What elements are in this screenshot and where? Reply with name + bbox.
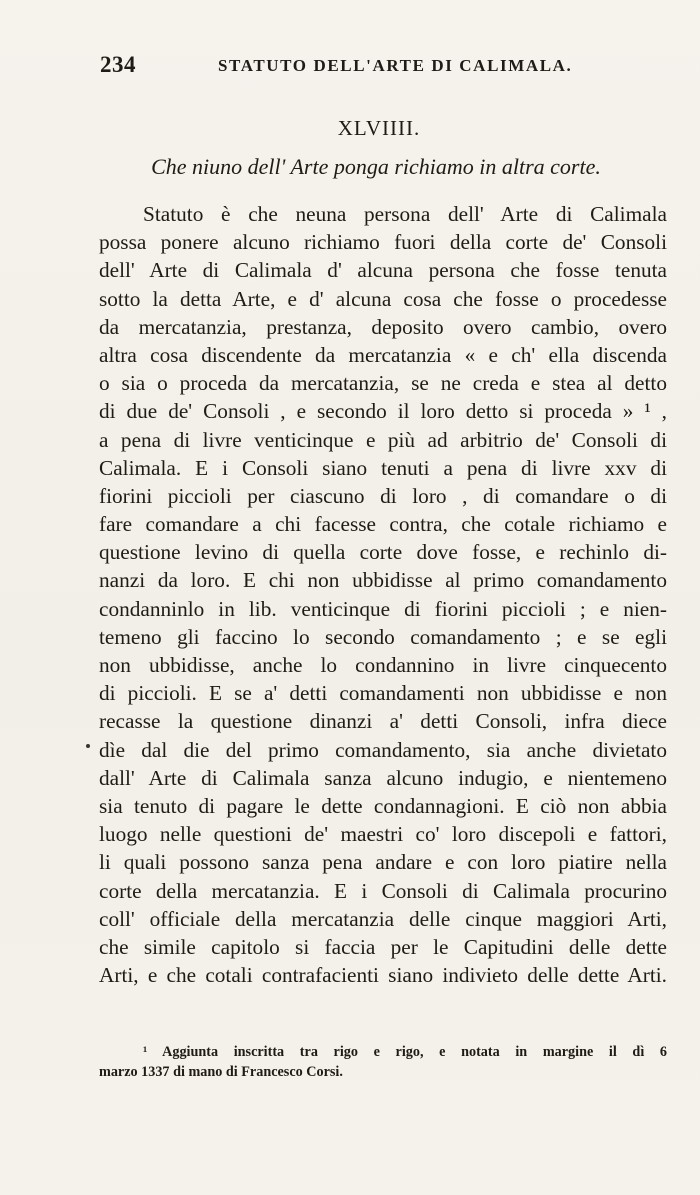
- text-line: dall' Arte di Calimala sanza alcuno indugio, e nientemeno: [99, 765, 667, 790]
- text-line: temeno gli faccino lo secondo comandamento ; e se egli: [99, 624, 667, 649]
- text-line: di piccioli. E se a' detti comandamenti non ubbidisse e non: [99, 681, 667, 706]
- page-number: 234: [100, 52, 136, 77]
- footnote-line: marzo 1337 di mano di Francesco Corsi.: [99, 1064, 343, 1080]
- text-line: corte della mercatanzia. E i Consoli di Calimala procurino: [99, 878, 667, 903]
- footnote: [99, 1042, 667, 1082]
- footnote-line: ¹ Aggiunta inscritta tra rigo e rigo, e notata in margine il dì 6: [143, 1044, 667, 1060]
- text-line: dìe dal die del primo comandamento, sia anche divietato: [99, 737, 667, 762]
- text-line: di due de' Consoli , e secondo il loro detto si proceda » ¹ ,: [99, 399, 667, 424]
- text-line: condanninlo in lib. venticinque di fiorini piccioli ; e nien-: [99, 596, 667, 621]
- text-line: non ubbidisse, anche lo condannino in livre cinquecento: [99, 653, 667, 677]
- chapter-number: XLVIIII.: [337, 116, 421, 140]
- page-header: [100, 52, 670, 86]
- text-line: altra cosa discendente da mercatanzia « e ch' ella discenda: [99, 342, 667, 367]
- text-line: questione levino di quella corte dove fosse, e rechinlo di-: [99, 540, 667, 565]
- margin-mark: [86, 744, 90, 748]
- text-line: o sia o proceda da mercatanzia, se ne creda e stea al detto: [99, 371, 667, 396]
- text-line: a pena di livre venticinque e più ad arbitrio de' Consoli di: [99, 427, 667, 452]
- text-line: recasse la questione dinanzi a' detti Consoli, infra diece: [99, 709, 667, 734]
- text-line: fiorini piccioli per ciascuno di loro , di comandare o di: [99, 483, 667, 508]
- chapter-title: Che niuno dell' Arte ponga richiamo in altra corte.: [151, 154, 601, 179]
- text-line: sotto la detta Arte, e d' alcuna cosa che fosse o procedesse: [99, 286, 667, 311]
- running-head: STATUTO DELL'ARTE DI CALIMALA.: [218, 56, 573, 75]
- text-line: Calimala. E i Consoli siano tenuti a pena di livre xxv di: [99, 455, 667, 480]
- text-line: che simile capitolo si faccia per le Capitudini delle dette: [99, 934, 667, 959]
- text-line: li quali possono sanza pena andare e con loro piatire nella: [99, 850, 667, 875]
- text-line: da mercatanzia, prestanza, deposito overo cambio, overo: [99, 314, 667, 339]
- text-line: fare comandare a chi facesse contra, che cotale richiamo e: [99, 512, 667, 537]
- text-line: coll' officiale della mercatanzia delle cinque maggiori Arti,: [99, 906, 667, 931]
- text-line: luogo nelle questioni de' maestri co' loro discepoli e fattori,: [99, 822, 667, 847]
- text-line: dell' Arte di Calimala d' alcuna persona che fosse tenuta: [99, 258, 667, 283]
- statute-body-text: [99, 200, 667, 989]
- text-line: Arti, e che cotali contrafacienti siano indivieto delle dette Arti.: [99, 963, 667, 988]
- text-line: nanzi da loro. E chi non ubbidisse al primo comandamento: [99, 568, 667, 593]
- text-line: possa ponere alcuno richiamo fuori della corte de' Consoli: [99, 230, 667, 255]
- text-line: sia tenuto di pagare le dette condannagioni. E ciò non abbia: [99, 793, 667, 818]
- text-line: Statuto è che neuna persona dell' Arte di Calimala: [143, 202, 667, 226]
